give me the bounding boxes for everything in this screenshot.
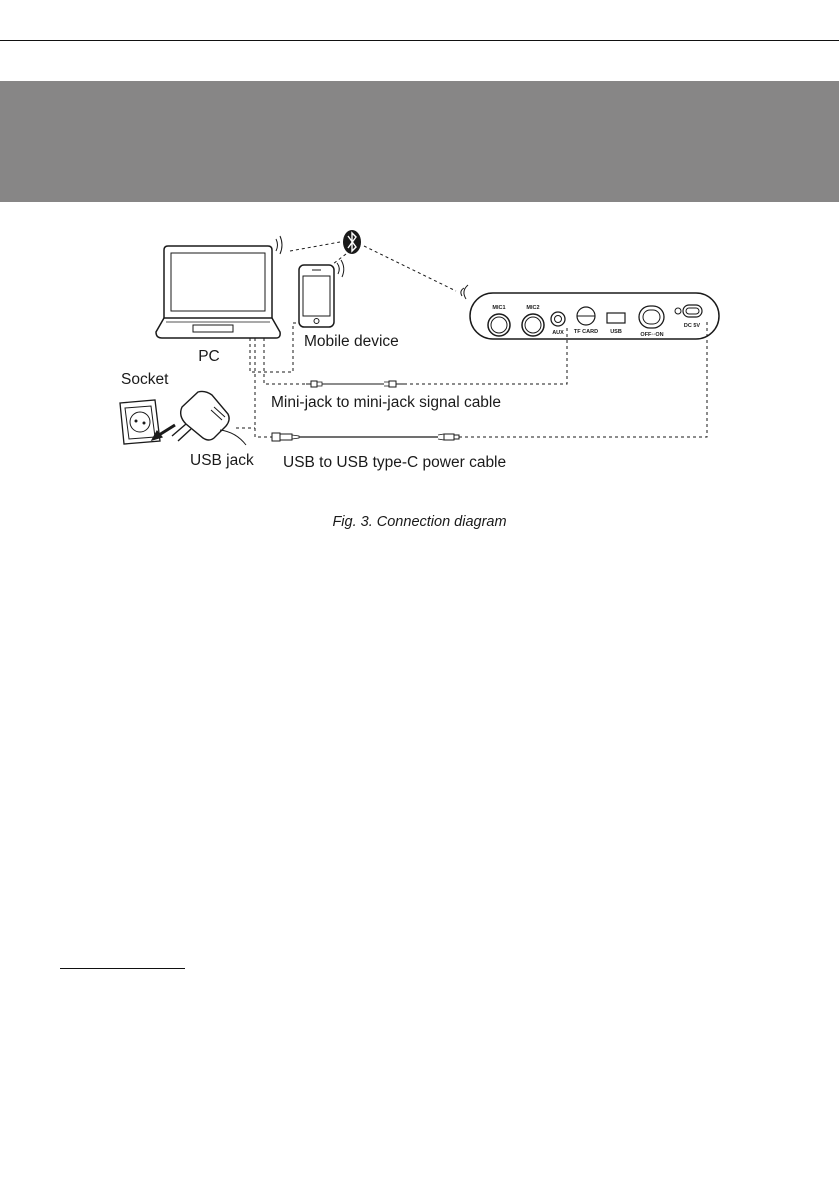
panel-label-switch: OFF◦◦ON xyxy=(640,332,664,338)
label-signal-cable: Mini-jack to mini-jack signal cable xyxy=(271,394,501,411)
laptop-icon xyxy=(156,246,280,338)
label-power-cable: USB to USB type-C power cable xyxy=(283,454,507,471)
panel-label-mic2: MIC2 xyxy=(526,305,540,311)
bluetooth-icon xyxy=(343,230,361,254)
panel-label-usb: USB xyxy=(610,329,622,335)
figure-caption: Fig. 3. Connection diagram xyxy=(332,514,507,530)
mini-jack-cable xyxy=(306,381,404,387)
label-usb-jack: USB jack xyxy=(190,452,254,469)
wireless-links xyxy=(290,242,456,291)
footnote-rule xyxy=(60,968,185,969)
top-rule xyxy=(0,40,839,41)
wall-socket-icon xyxy=(120,400,175,444)
header-band xyxy=(0,81,839,202)
label-mobile-device: Mobile device xyxy=(304,333,399,350)
smartphone-icon xyxy=(299,265,334,327)
label-socket: Socket xyxy=(121,371,169,388)
panel-label-mic1: MIC1 xyxy=(492,305,506,311)
usb-power-cable xyxy=(272,433,459,441)
usb-charger-icon xyxy=(172,391,246,445)
panel-label-aux: AUX xyxy=(552,330,564,336)
signal-waves xyxy=(276,236,468,299)
panel-label-dc: DC 5V xyxy=(683,323,701,329)
label-pc: PC xyxy=(198,348,220,365)
connection-diagram xyxy=(0,215,839,505)
panel-label-tf-card: TF CARD xyxy=(573,329,599,335)
